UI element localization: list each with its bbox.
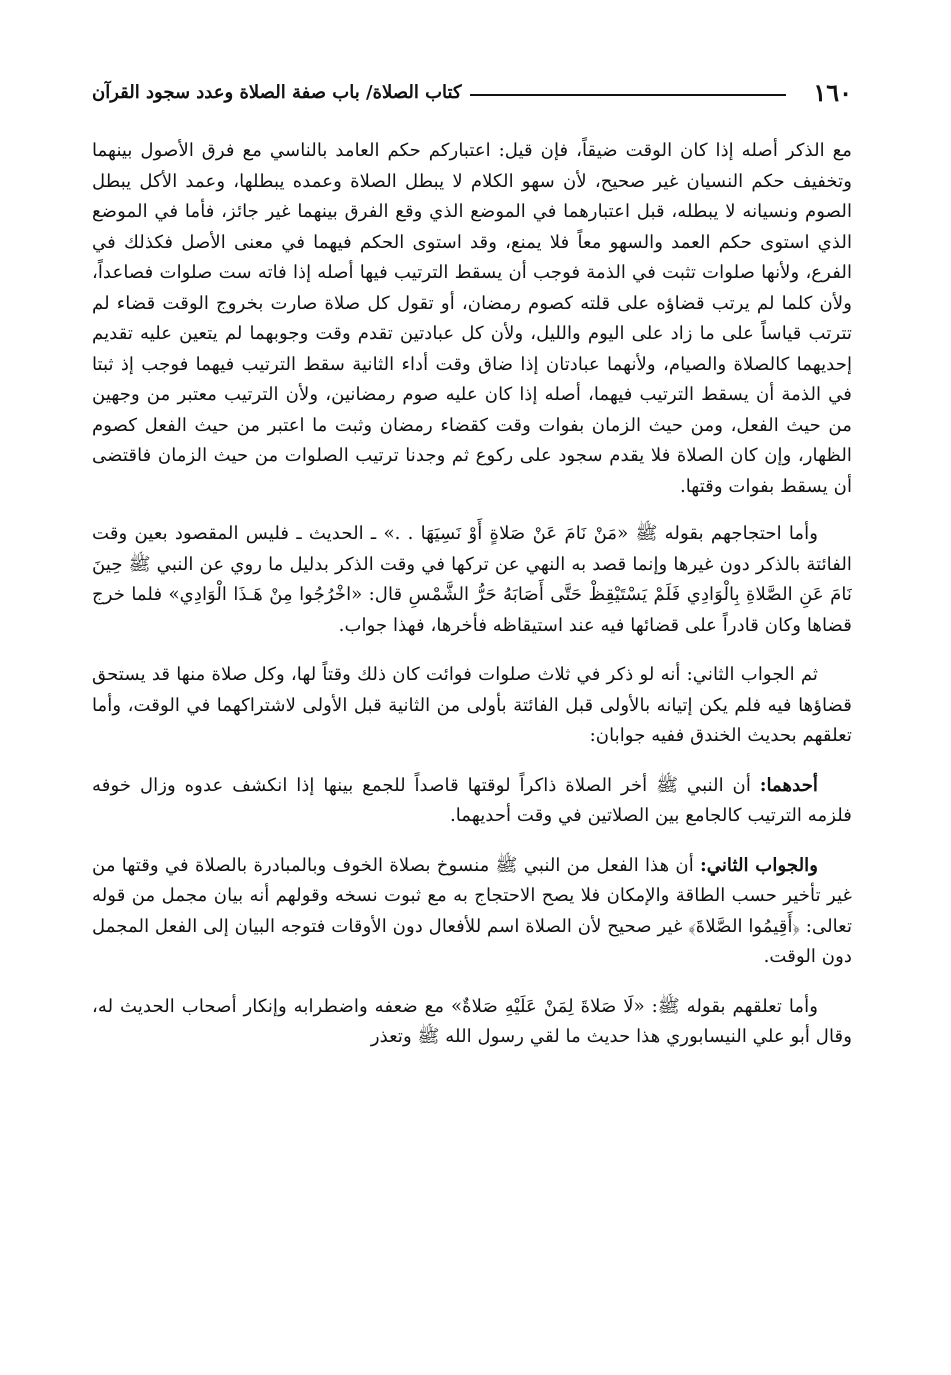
paragraph-text: أن هذا الفعل من النبي ﷺ منسوخ بصلاة الخوف وبالمبادرة بالصلاة في وقتها من غير تأخير حسب الطاقة والإمكان فلا يصح الاحتجاج به مع ثبوت نسخه وقولهم أنه بيان مجمل من قوله تعالى: ﴿أَقِيمُوا الصَّلاةَ﴾ غير صحيح لأن الصلاة اسم للأفعال دون الأوقات فتوجه البيان إلى الفعل المجمل دون الوقت. xyxy=(92,854,852,967)
paragraph-text: وأما احتجاجهم بقوله ﷺ «مَنْ نَامَ عَنْ صَلاةٍ أَوْ نَسِيَهَا . .» ـ الحديث ـ فليس المقصود بعين وقت الفائتة بالذكر دون غيرها وإنما قصد به النهي عن تركها في وقت الذكر بدليل ما روي عن النبي ﷺ حِينَ نَامَ عَنِ الصَّلاةِ بِالْوَادِي فَلَمْ يَسْتَيْقِظْ حَتَّى أَصَابَهُ حَرُّ الشَّمْسِ قال: «اخْرُجُوا مِنْ هَـذَا الْوَادِي» فلما خرج قضاها وكان قادراً على قضائها فيه عند استيقاظه فأخرها، فهذا جواب. xyxy=(92,523,852,636)
paragraph xyxy=(92,660,852,752)
page-number: ١٦٠ xyxy=(813,78,852,107)
page-body xyxy=(92,136,852,1336)
paragraph-text: ثم الجواب الثاني: أنه لو ذكر في ثلاث صلوات فوائت كان ذلك وقتاً لها، وكل صلاة منها قد يستحق قضاؤها فيه فلم يكن إتيانه بالأولى قبل الفائتة بأولى من الثانية قبل الأولى لاشتراكهما في الوقت، وأما تعلقهم بحديث الخندق ففيه جوابان: xyxy=(92,664,852,746)
paragraph-lead: والجواب الثاني: xyxy=(699,854,818,876)
paragraph-lead: أحدهما: xyxy=(759,774,818,796)
paragraph-text: وأما تعلقهم بقوله ﷺ: «لَا صَلاةَ لِمَنْ عَلَيْهِ صَلاةٌ» مع ضعفه واضطرابه وإنكار أصحاب الحديث له، وقال أبو علي النيسابوري هذا حديث ما لقي رسول الله ﷺ وتعذر xyxy=(92,995,852,1047)
paragraph-text: مع الذكر أصله إذا كان الوقت ضيقاً، فإن قيل: اعتباركم حكم العامد بالناسي مع فرق الأصول بينهما وتخفيف حكم النسيان غير صحيح، لأن سهو الكلام لا يبطل الصلاة وعمده يبطلها، وعمد الأكل يبطل الصوم ونسيانه لا يبطله، قبل اعتبارهما في الموضع الذي وقع الفرق بينهما غير جائز، فأما في الموضع الذي استوى حكم العمد والسهو معاً فلا يمنع، وقد استوى الحكم فيهما في معنى الأصل فكذلك في الفرع، ولأنها صلوات تثبت في الذمة فوجب أن يسقط الترتيب فيها أصله إذا فاته ست صلوات فصاعداً، ولأن كلما لم يرتب قضاؤه على قلته كصوم رمضان، أو تقول كل صلاة صارت بخروج الوقت قضاء لم تترتب قياساً على ما زاد على اليوم والليل، ولأن كل عبادتين تقدم وقت وجوبهما لم يتعين عليه تقديم إحديهما كالصلاة والصيام، ولأنهما عبادتان إذا ضاق وقت أداء الثانية سقط الترتيب فيهما فوجب إذ ثبتا في الذمة أن يسقط الترتيب فيهما، أصله إذا كان عليه صوم رمضانين، ولأن الترتيب معتبر من وجهين من حيث الفعل، ومن حيث الزمان بفوات وقت كقضاء رمضان وثبت ما اعتبر من حيث الفعل كصوم الظهار، وإن كان الصلاة فلا يقدم سجود على ركوع ثم وجدنا ترتيب الصلوات من حيث الزمان فاقتضى أن يسقط بفوات وقتها. xyxy=(92,140,852,497)
running-title: كتاب الصلاة/ باب صفة الصلاة وعدد سجود القرآن xyxy=(92,82,462,103)
header-rule xyxy=(470,94,786,96)
page-header xyxy=(92,78,852,112)
paragraph-text: أن النبي ﷺ أخر الصلاة ذاكراً لوقتها قاصداً للجمع بينها إذا انكشف عدوه وزال خوفه فلزمه الترتيب كالجامع بين الصلاتين في وقت أحديهما. xyxy=(92,774,852,826)
paragraph xyxy=(92,519,852,641)
paragraph xyxy=(92,771,852,832)
paragraph xyxy=(92,136,852,502)
paragraph xyxy=(92,992,852,1053)
paragraph xyxy=(92,851,852,973)
